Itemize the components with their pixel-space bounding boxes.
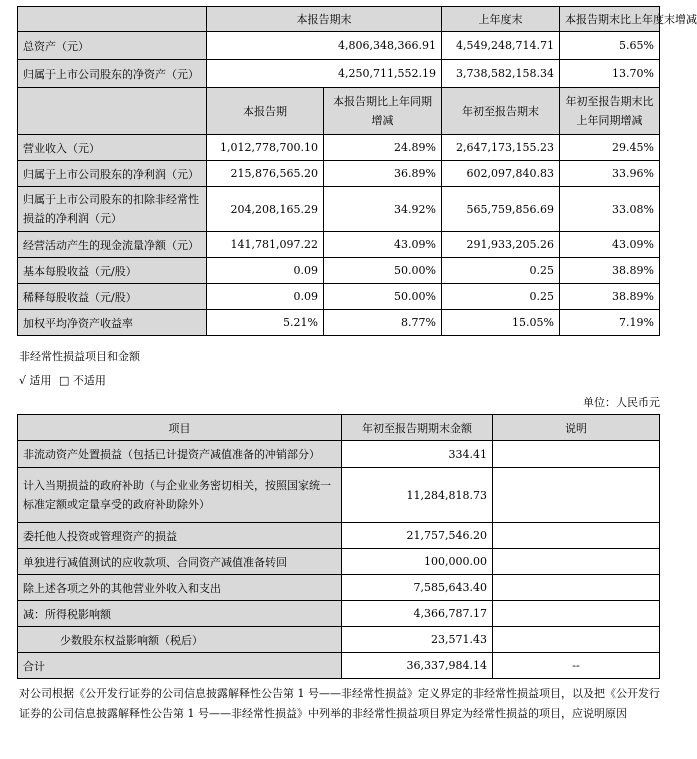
row-label: 单独进行减值测试的应收款项、合同资产减值准备转回 — [18, 549, 342, 575]
cell-value: 291,933,205.26 — [442, 232, 560, 258]
amount-cell: 100,000.00 — [342, 549, 493, 575]
amount-cell: 36,337,984.14 — [342, 653, 493, 679]
cell-value: 5.65% — [560, 32, 660, 60]
cell-value: 24.89% — [324, 135, 442, 161]
cell-value: 4,806,348,366.91 — [207, 32, 442, 60]
amount-cell: 7,585,643.40 — [342, 575, 493, 601]
row-label: 经营活动产生的现金流量净额（元） — [18, 232, 207, 258]
row-label: 归属于上市公司股东的扣除非经常性损益的净利润（元） — [18, 187, 207, 232]
row-label: 归属于上市公司股东的净利润（元） — [18, 161, 207, 187]
table-row — [18, 468, 660, 523]
row-label: 除上述各项之外的其他营业外收入和支出 — [18, 575, 342, 601]
cell-value: 215,876,565.20 — [207, 161, 324, 187]
header-cell: 本报告期末 — [207, 7, 442, 32]
note-cell — [493, 575, 660, 601]
table-row — [18, 627, 660, 653]
cell-value: 38.89% — [560, 284, 660, 310]
header-cell: 年初至报告期末比上年同期增减 — [560, 88, 660, 135]
cell-value: 43.09% — [324, 232, 442, 258]
cell-value: 0.09 — [207, 258, 324, 284]
table-row — [18, 549, 660, 575]
table-row — [18, 258, 660, 284]
cell-value: 15.05% — [442, 310, 560, 336]
row-label: 基本每股收益（元/股） — [18, 258, 207, 284]
note-cell: -- — [493, 653, 660, 679]
cell-value: 141,781,097.22 — [207, 232, 324, 258]
amount-cell: 23,571.43 — [342, 627, 493, 653]
cell-value: 8.77% — [324, 310, 442, 336]
cell-value: 38.89% — [560, 258, 660, 284]
cell-value: 0.09 — [207, 284, 324, 310]
header-cell: 本报告期比上年同期增减 — [324, 88, 442, 135]
table-header-row — [18, 415, 660, 441]
financial-summary-table — [17, 6, 697, 336]
cell-value: 34.92% — [324, 187, 442, 232]
row-label: 稀释每股收益（元/股） — [18, 284, 207, 310]
row-label: 营业收入（元） — [18, 135, 207, 161]
row-label: 计入当期损益的政府补助（与企业业务密切相关，按照国家统一标准定额或定量享受的政府补助除外） — [18, 468, 342, 523]
row-label: 总资产（元） — [18, 32, 207, 60]
cell-value: 33.08% — [560, 187, 660, 232]
cell-value: 7.19% — [560, 310, 660, 336]
applicable-label: 适用 — [29, 374, 52, 387]
table-row — [18, 161, 660, 187]
unit-label: 单位：人民币元 — [583, 396, 660, 409]
applicable-options — [19, 372, 106, 388]
header-cell: 上年度末 — [442, 7, 560, 32]
checked-mark: √ — [19, 374, 27, 387]
cell-value: 50.00% — [324, 284, 442, 310]
table-header-row — [18, 88, 660, 135]
note-cell — [493, 601, 660, 627]
not-applicable-label: 不适用 — [72, 374, 106, 387]
table-row — [18, 60, 660, 88]
cell-value: 4,549,248,714.71 — [442, 32, 560, 60]
note-cell — [493, 523, 660, 549]
cell-value: 33.96% — [560, 161, 660, 187]
note-cell — [493, 627, 660, 653]
row-label: 委托他人投资或管理资产的损益 — [18, 523, 342, 549]
row-label: 加权平均净资产收益率 — [18, 310, 207, 336]
header-cell: 年初至报告期期末金额 — [342, 415, 493, 441]
cell-value: 4,250,711,552.19 — [207, 60, 442, 88]
cell-value: 29.45% — [560, 135, 660, 161]
table-row — [18, 232, 660, 258]
row-label: 非流动资产处置损益（包括已计提资产减值准备的冲销部分） — [18, 441, 342, 468]
cell-value: 1,012,778,700.10 — [207, 135, 324, 161]
table-row — [18, 135, 660, 161]
header-cell: 说明 — [493, 415, 660, 441]
cell-value: 204,208,165.29 — [207, 187, 324, 232]
table-row — [18, 601, 660, 627]
cell-value: 565,759,856.69 — [442, 187, 560, 232]
cell-value: 2,647,173,155.23 — [442, 135, 560, 161]
row-label: 合计 — [18, 653, 342, 679]
table-row — [18, 575, 660, 601]
non-recurring-items-table — [17, 414, 660, 679]
footer-paragraph: 对公司根据《公开发行证券的公司信息披露解释性公告第 1 号——非经常性损益》定义界定的非经常性损益项目，以及把《公开发行证券的公司信息披露解释性公告第 1 号——非经常性损益》中列举的非经常性损益项目界定为经常性损益的项目，应说明原因 — [19, 687, 660, 720]
header-cell: 年初至报告期末 — [442, 88, 560, 135]
section-title: 非经常性损益项目和金额 — [19, 350, 140, 363]
row-label: 归属于上市公司股东的净资产（元） — [18, 60, 207, 88]
table-row — [18, 284, 660, 310]
row-label: 少数股东权益影响额（税后） — [18, 627, 342, 653]
note-cell — [493, 468, 660, 523]
table-row — [18, 523, 660, 549]
note-cell — [493, 549, 660, 575]
row-label: 减：所得税影响额 — [18, 601, 342, 627]
amount-cell: 334.41 — [342, 441, 493, 468]
table-header-row — [18, 7, 660, 32]
cell-value: 602,097,840.83 — [442, 161, 560, 187]
table-row — [18, 32, 660, 60]
cell-value: 43.09% — [560, 232, 660, 258]
header-cell: 本报告期末比上年度末增减 — [560, 7, 660, 32]
amount-cell: 21,757,546.20 — [342, 523, 493, 549]
table-row — [18, 441, 660, 468]
note-cell — [493, 441, 660, 468]
cell-value: 36.89% — [324, 161, 442, 187]
header-cell: 本报告期 — [207, 88, 324, 135]
cell-value: 0.25 — [442, 258, 560, 284]
table-row — [18, 187, 660, 232]
table-row — [18, 310, 660, 336]
amount-cell: 4,366,787.17 — [342, 601, 493, 627]
cell-value: 0.25 — [442, 284, 560, 310]
cell-value: 13.70% — [560, 60, 660, 88]
cell-value: 50.00% — [324, 258, 442, 284]
cell-value: 3,738,582,158.34 — [442, 60, 560, 88]
checkbox-icon: □ — [59, 374, 70, 387]
amount-cell: 11,284,818.73 — [342, 468, 493, 523]
header-cell: 项目 — [18, 415, 342, 441]
header-corner — [18, 88, 207, 135]
cell-value: 5.21% — [207, 310, 324, 336]
header-corner — [18, 7, 207, 32]
table-row — [18, 653, 660, 679]
